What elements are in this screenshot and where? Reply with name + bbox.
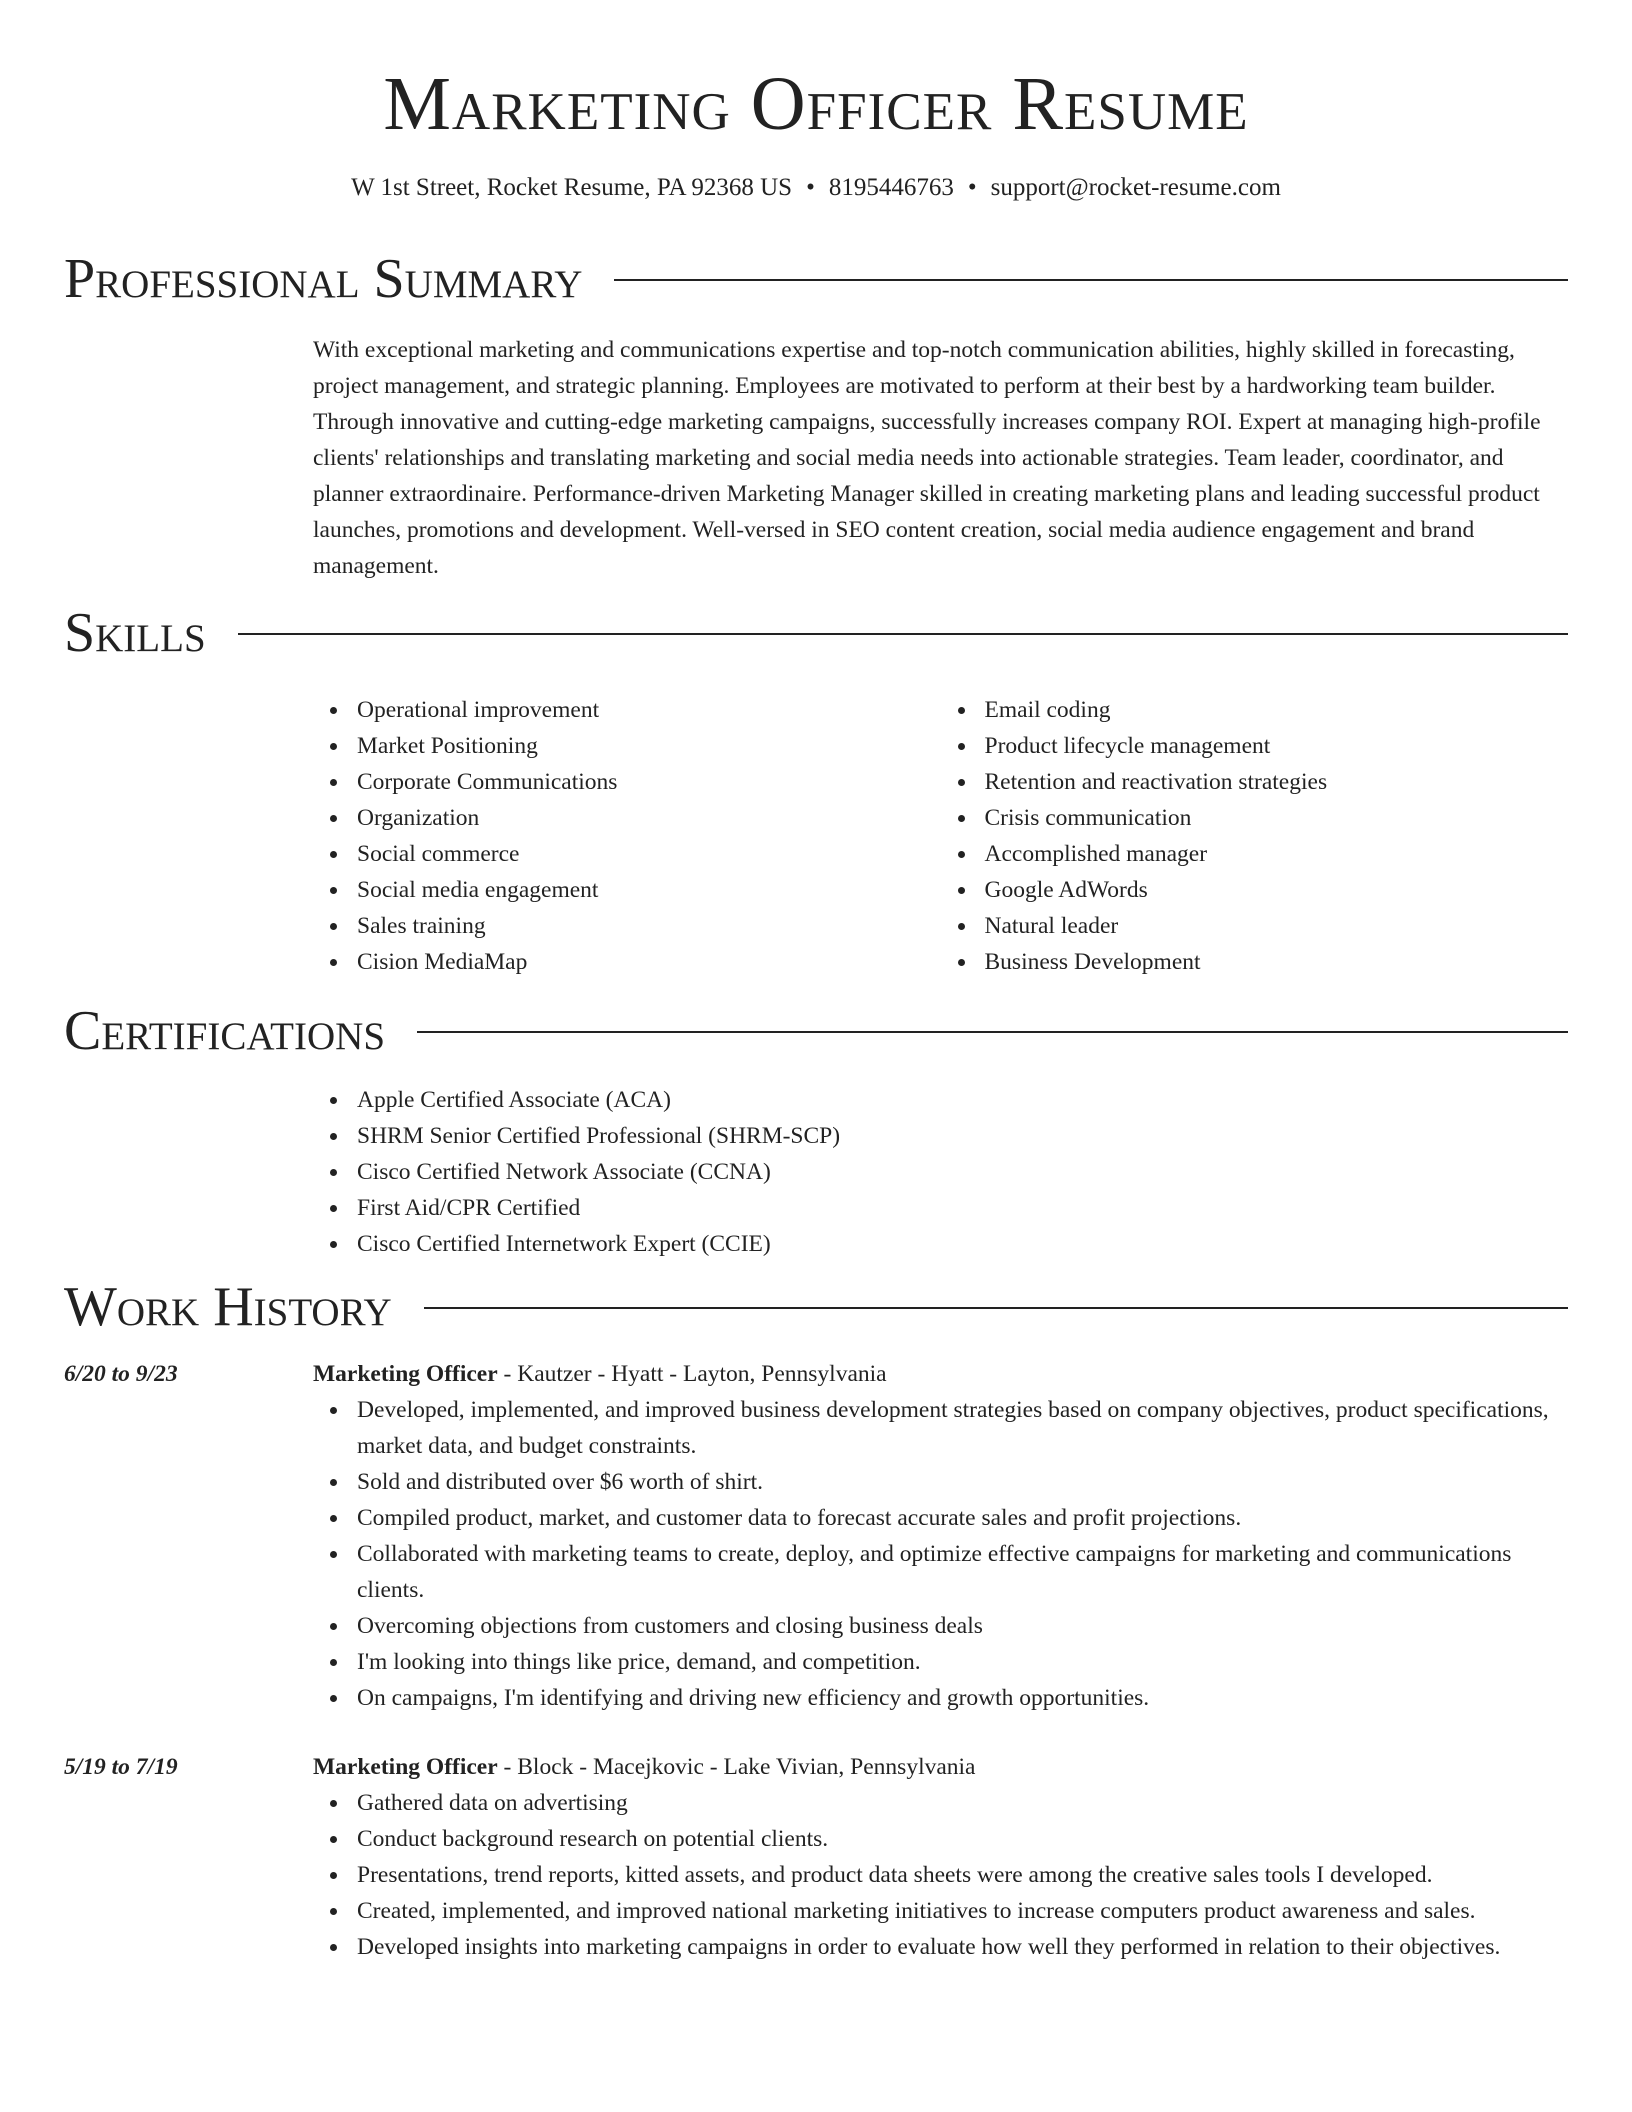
- job-role: Marketing Officer: [313, 1754, 498, 1780]
- job-title-line: [313, 1356, 1568, 1392]
- summary-section-header: [64, 248, 1568, 310]
- job-duty: Collaborated with marketing teams to create, deploy, and optimize effective campaigns for marketing and communications clients.: [357, 1536, 1568, 1608]
- certification-item: Apple Certified Associate (ACA): [357, 1082, 1568, 1118]
- skill-item: Corporate Communications: [357, 764, 941, 800]
- skill-item: Social commerce: [357, 836, 941, 872]
- job-duty: On campaigns, I'm identifying and driving new efficiency and growth opportunities.: [357, 1680, 1568, 1716]
- skill-item: Product lifecycle management: [985, 728, 1569, 764]
- skill-item: Crisis communication: [985, 800, 1569, 836]
- contact-separator: •: [806, 174, 815, 201]
- section-divider: [424, 1307, 1568, 1309]
- work-history-section-header: [64, 1276, 1568, 1338]
- job-duty: Sold and distributed over $6 worth of shirt.: [357, 1464, 1568, 1500]
- job-entry: [0, 1356, 1632, 1716]
- skill-item: Retention and reactivation strategies: [985, 764, 1569, 800]
- skills-list-left: [313, 692, 941, 980]
- email-address: support@rocket-resume.com: [990, 174, 1281, 201]
- skill-item: Social media engagement: [357, 872, 941, 908]
- skill-item: Natural leader: [985, 908, 1569, 944]
- page-title: Marketing Officer Resume: [383, 62, 1249, 146]
- job-duty: Gathered data on advertising: [357, 1785, 1568, 1821]
- skill-item: Email coding: [985, 692, 1569, 728]
- skill-item: Market Positioning: [357, 728, 941, 764]
- certification-item: Cisco Certified Network Associate (CCNA): [357, 1154, 1568, 1190]
- contact-line: [0, 172, 1632, 204]
- skills-section-header: [64, 602, 1568, 664]
- job-entry: [0, 1749, 1632, 1965]
- address: W 1st Street, Rocket Resume, PA 92368 US: [351, 174, 793, 201]
- skills-grid: [313, 692, 1568, 980]
- job-company: - Block - Macejkovic - Lake Vivian, Pennsylvania: [497, 1754, 976, 1780]
- certifications-heading: Certifications: [64, 1000, 386, 1062]
- certifications-list-wrap: [313, 1082, 1568, 1262]
- skill-item: Business Development: [985, 944, 1569, 980]
- job-dates: 6/20 to 9/23: [64, 1361, 178, 1387]
- summary-text: With exceptional marketing and communications expertise and top-notch communication abilities, highly skilled in forecasting, project management, and strategic planning. Employees are motivated to perform at their best by a hardworking team builder. Through innovative and cutting-edge marketing campaigns, successfully increases company ROI. Expert at managing high-profile clients' relationships and translating marketing and social media needs into actionable strategies. Team leader, coordinator, and planner extraordinaire. Performance-driven Marketing Manager skilled in creating marketing plans and leading successful product launches, promotions and development. Well-versed in SEO content creation, social media audience engagement and brand management.: [313, 337, 1541, 579]
- summary-heading: Professional Summary: [64, 248, 583, 310]
- job-duty: I'm looking into things like price, demand, and competition.: [357, 1644, 1568, 1680]
- certification-item: SHRM Senior Certified Professional (SHRM-SCP): [357, 1118, 1568, 1154]
- skills-list-right: [941, 692, 1569, 980]
- certifications-section-header: [64, 1000, 1568, 1062]
- skill-item: Accomplished manager: [985, 836, 1569, 872]
- work-history-heading: Work History: [64, 1276, 392, 1338]
- contact-separator: •: [967, 174, 977, 201]
- section-divider: [238, 633, 1568, 635]
- certifications-list: [313, 1082, 1568, 1262]
- skills-heading: Skills: [64, 602, 206, 664]
- job-duties-list: [313, 1785, 1568, 1965]
- phone-number: 8195446763: [828, 174, 954, 201]
- skill-item: Google AdWords: [985, 872, 1569, 908]
- certification-item: First Aid/CPR Certified: [357, 1190, 1568, 1226]
- job-duty: Overcoming objections from customers and closing business deals: [357, 1608, 1568, 1644]
- job-duties-list: [313, 1392, 1568, 1716]
- section-divider: [417, 1031, 1568, 1033]
- job-duty: Developed, implemented, and improved business development strategies based on company objectives, product specifications, market data, and budget constraints.: [357, 1392, 1568, 1464]
- certification-item: Cisco Certified Internetwork Expert (CCIE): [357, 1226, 1568, 1262]
- job-duty: Compiled product, market, and customer data to forecast accurate sales and profit projections.: [357, 1500, 1568, 1536]
- job-role: Marketing Officer: [313, 1361, 498, 1387]
- job-title-line: [313, 1749, 1568, 1785]
- skill-item: Operational improvement: [357, 692, 941, 728]
- skill-item: Organization: [357, 800, 941, 836]
- section-divider: [614, 279, 1568, 281]
- job-duty: Presentations, trend reports, kitted assets, and product data sheets were among the creative sales tools I developed.: [357, 1857, 1568, 1893]
- job-duty: Developed insights into marketing campaigns in order to evaluate how well they performed in relation to their objectives.: [357, 1929, 1568, 1965]
- job-duty: Created, implemented, and improved national marketing initiatives to increase computers product awareness and sales.: [357, 1893, 1568, 1929]
- job-dates: 5/19 to 7/19: [64, 1754, 178, 1780]
- skill-item: Sales training: [357, 908, 941, 944]
- job-duty: Conduct background research on potential clients.: [357, 1821, 1568, 1857]
- skill-item: Cision MediaMap: [357, 944, 941, 980]
- job-company: - Kautzer - Hyatt - Layton, Pennsylvania: [497, 1361, 887, 1387]
